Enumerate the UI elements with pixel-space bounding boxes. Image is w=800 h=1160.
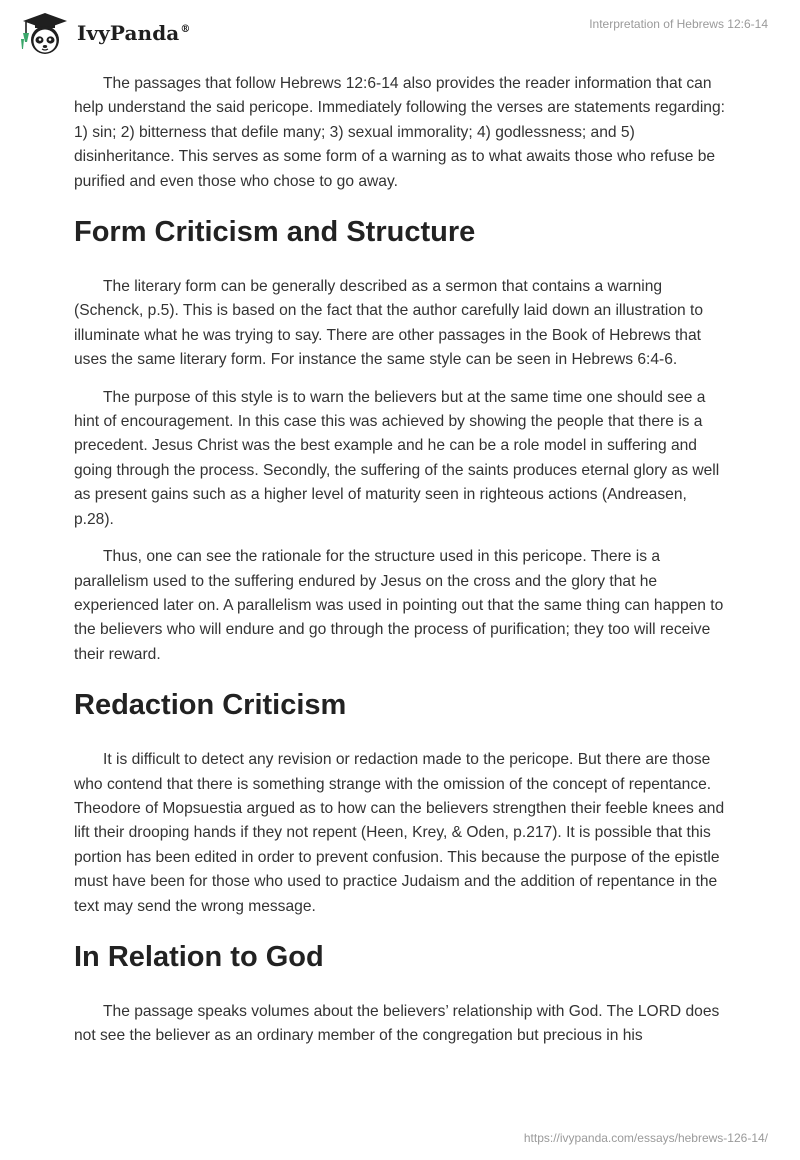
panda-graduate-icon <box>15 9 73 57</box>
source-url-link[interactable]: https://ivypanda.com/essays/hebrews-126-14/ <box>523 1131 768 1145</box>
registered-mark: ® <box>180 24 191 36</box>
brand-logo[interactable] <box>15 9 190 57</box>
document-title: Interpretation of Hebrews 12:6-14 <box>589 17 768 31</box>
section-heading-redaction-criticism: Redaction Criticism <box>74 689 347 722</box>
paragraph: Thus, one can see the rationale for the structure used in this pericope. There is a parallelism used to the suffering endured by Jesus on the cross and the glory that he experienced later on. A parallelism was used in pointing out that the same thing can happen to the believers who will endure and go through the process of purification; they too will receive their reward. <box>74 548 724 663</box>
section-heading-form-criticism: Form Criticism and Structure <box>74 216 476 249</box>
page-header <box>0 0 800 60</box>
essay-content <box>74 72 730 1062</box>
paragraph: The purpose of this style is to warn the believers but at the same time one should see a hint of encouragement. In this case this was achieved by showing the people that there is a precedent. Jesus Christ was the best example and he can be a role model in suffering and going through the process. Secondly, the suffering of the saints produces eternal glory as well as present gains such as a higher level of maturity seen in righteous actions (Andreasen, p.28). <box>74 388 720 528</box>
section-heading-relation-to-god: In Relation to God <box>74 940 324 973</box>
paragraph: It is difficult to detect any revision or redaction made to the pericope. But there are those who contend that there is something strange with the omission of the concept of repentance. Theodore of Mopsuestia argued as to how can the believers strengthen their feeble knees and lift their drooping hands if they not repent (Heen, Krey, & Oden, p.217). It is possible that this portion has been edited in order to prevent confusion. This because the purpose of the epistle must have been for those who used to practice Judaism and the addition of repentance in the text may send the wrong message. <box>74 751 725 915</box>
paragraph: The literary form can be generally described as a sermon that contains a warning (Schenck, p.5). This is based on the fact that the author carefully laid down an illustration to illuminate what he was trying to say. There are other passages in the Book of Hebrews that uses the same literary form. For instance the same style can be seen in Hebrews 6:4-6. <box>74 278 704 369</box>
paragraph: The passages that follow Hebrews 12:6-14 also provides the reader information that can help understand the said pericope. Immediately following the verses are statements regarding: 1) sin; 2) bitterness that defile many; 3) sexual immorality; 4) godlessness; and 5) disinheritance. This serves as some form of a warning as to what awaits those who refuse be purified and even those who chose to go away. <box>74 75 725 190</box>
paragraph: The passage speaks volumes about the believers’ relationship with God. The LORD does not see the believer as an ordinary member of the congregation but precious in his <box>74 1002 720 1045</box>
brand-name: IvyPanda® <box>77 21 191 45</box>
